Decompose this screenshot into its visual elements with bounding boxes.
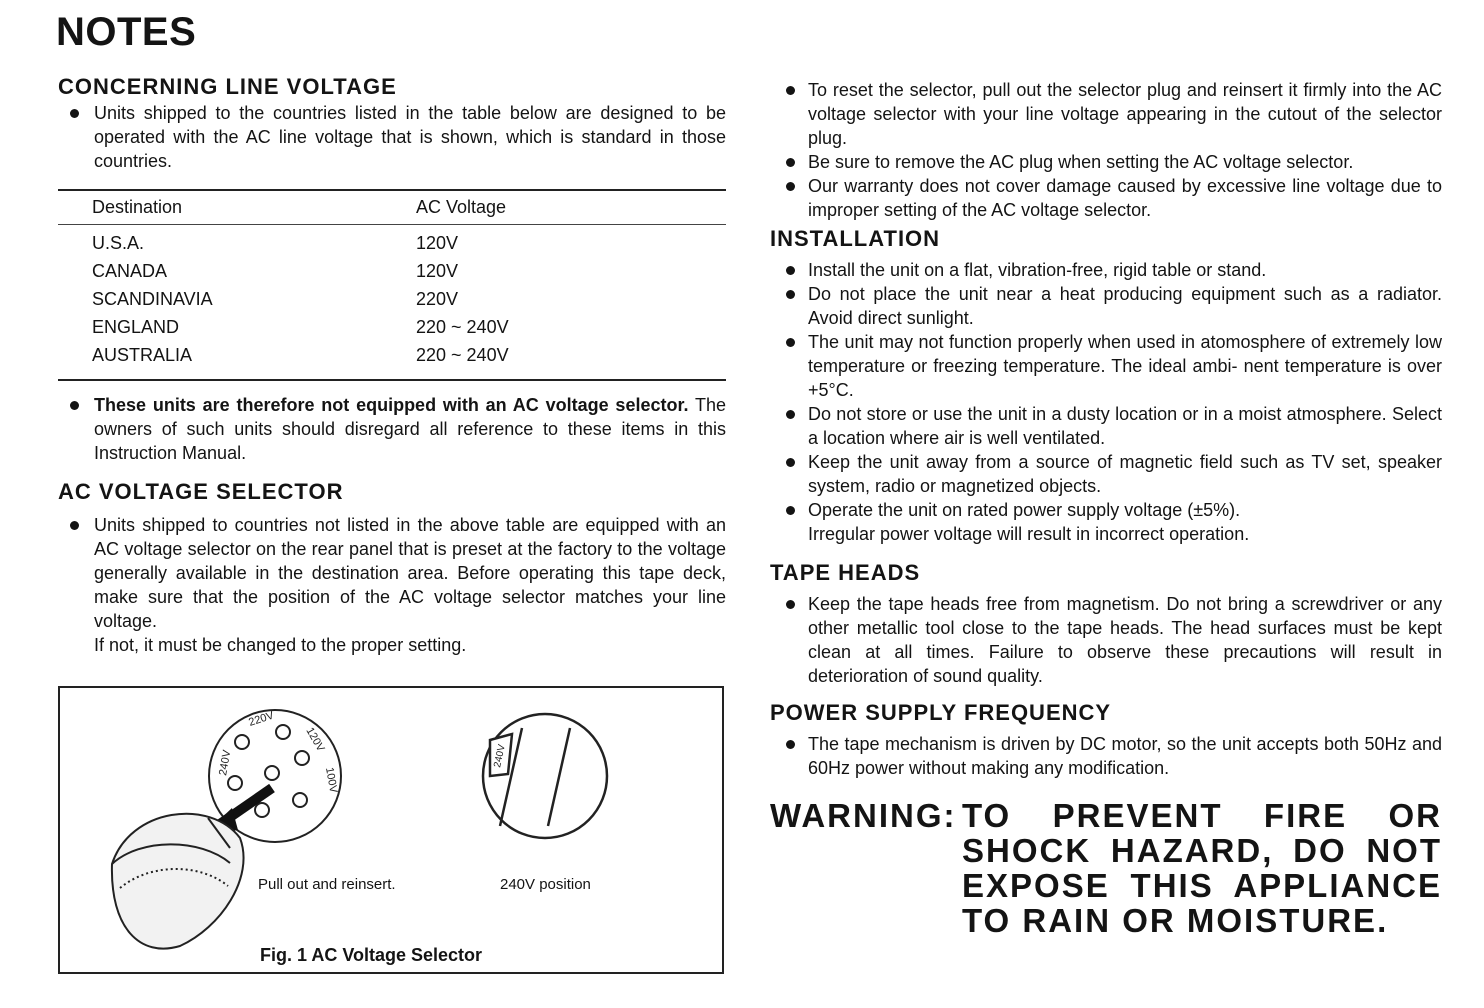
dial-label-220v: 220V (247, 709, 276, 729)
dial-label-120v: 120V (303, 725, 327, 754)
bullet-installation: The unit may not function properly when used in atomosphere of extremely low temperature or freezing temperature. The ideal ambi- nent temperature is over +5°C. (770, 330, 1442, 402)
dial-label-240v: 240V (217, 749, 234, 777)
left-column (58, 74, 726, 657)
bullet-installation: Keep the unit away from a source of magnetic field such as TV set, speaker system, radio or magnetized objects. (770, 450, 1442, 498)
cell-destination: SCANDINAVIA (92, 289, 213, 309)
selector-text (58, 513, 726, 657)
cell-voltage: 220 ~ 240V (416, 317, 509, 337)
column-header-ac-voltage: AC Voltage (416, 197, 507, 217)
figure-label-pull-out: Pull out and reinsert. (258, 876, 396, 893)
no-selector-note-text: The owners of such units should disregard all reference to these items in this Instruction Manual. (94, 395, 726, 463)
warning-text: TO PREVENT FIRE OR SHOCK HAZARD, DO NOT EXPOSE THIS APPLIANCE TO RAIN OR MOISTURE. (962, 797, 1442, 939)
cell-destination: CANADA (92, 261, 168, 281)
page-title: NOTES (56, 10, 197, 54)
bullet-remove-plug: Be sure to remove the AC plug when setting the AC voltage selector. (770, 150, 1442, 174)
bullet-power-frequency: The tape mechanism is driven by DC motor, so the unit accepts both 50Hz and 60Hz power without making any modification. (770, 732, 1442, 780)
bullet-reset-selector: To reset the selector, pull out the selector plug and reinsert it firmly into the AC voltage selector with your line voltage appearing in the cutout of the selector plug. (770, 78, 1442, 150)
no-selector-note-bold: These units are therefore not equipped with an AC voltage selector. (94, 395, 689, 415)
voltage-table-header (58, 191, 726, 225)
bullet-installation: Operate the unit on rated power supply voltage (±5%). (770, 498, 1442, 522)
plug-240v-position (483, 714, 607, 838)
bullet-installation: Install the unit on a flat, vibration-free, rigid table or stand. (770, 258, 1442, 282)
bullet-installation: Do not place the unit near a heat producing equipment such as a radiator. Avoid direct sunlight. (770, 282, 1442, 330)
section-heading-tape-heads: TAPE HEADS (770, 560, 921, 585)
table-row (58, 285, 726, 313)
voltage-table-body (58, 225, 726, 379)
selector-text-second: If not, it must be changed to the proper setting. (94, 635, 467, 655)
voltage-table (58, 189, 726, 381)
section-heading-power-supply-frequency: POWER SUPPLY FREQUENCY (770, 700, 1112, 725)
bullet-installation: Do not store or use the unit in a dusty location or in a moist atmosphere. Select a location where air is well ventilated. (770, 402, 1442, 450)
table-row (58, 341, 726, 369)
column-header-destination: Destination (92, 197, 183, 217)
right-column (770, 78, 1442, 938)
bullet-warranty: Our warranty does not cover damage caused by excessive line voltage due to improper setting of the AC voltage selector. (770, 174, 1442, 222)
section-heading-ac-voltage-selector: AC VOLTAGE SELECTOR (58, 479, 344, 504)
warning-lead: WARNING: (770, 797, 957, 834)
section-heading-line-voltage: CONCERNING LINE VOLTAGE (58, 74, 397, 99)
figure-ac-voltage-selector (58, 686, 724, 974)
table-row (58, 229, 726, 257)
selector-plug (112, 814, 244, 949)
warning-block (770, 798, 1442, 938)
selector-illustration (60, 688, 722, 972)
cell-destination: AUSTRALIA (92, 345, 193, 365)
selector-text-main: Units shipped to countries not listed in the above table are equipped with an AC voltage selector on the rear panel that is preset at the factory to the voltage generally available in the destination area. Before operating this tape deck, make sure that the position of the AC voltage selector matches your line voltage. (94, 515, 726, 631)
no-selector-note (58, 393, 726, 465)
section-heading-installation: INSTALLATION (770, 226, 941, 251)
cell-voltage: 220V (416, 289, 459, 309)
cell-voltage: 120V (416, 261, 459, 281)
figure-caption: Fig. 1 AC Voltage Selector (260, 945, 483, 965)
installation-extra-line: Irregular power voltage will result in incorrect operation. (808, 524, 1250, 544)
dial-label-100v: 100V (323, 766, 340, 794)
table-row (58, 313, 726, 341)
bullet-tape-heads: Keep the tape heads free from magnetism. Do not bring a screwdriver or any other metallic tool close to the tape heads. The head surfaces must be kept clean at all times. Failure to observe these precautions will result in deterioration of sound quality. (770, 592, 1442, 688)
cell-destination: U.S.A. (92, 233, 145, 253)
cell-destination: ENGLAND (92, 317, 180, 337)
line-voltage-intro: Units shipped to the countries listed in the table below are designed to be operated with the AC line voltage that is shown, which is standard in those countries. (58, 101, 726, 173)
table-row (58, 257, 726, 285)
cell-voltage: 120V (416, 233, 459, 253)
plug-label-240v: 240V (492, 743, 508, 769)
figure-label-240v-position: 240V position (500, 876, 591, 893)
cell-voltage: 220 ~ 240V (416, 345, 509, 365)
installation-list (770, 258, 1442, 546)
